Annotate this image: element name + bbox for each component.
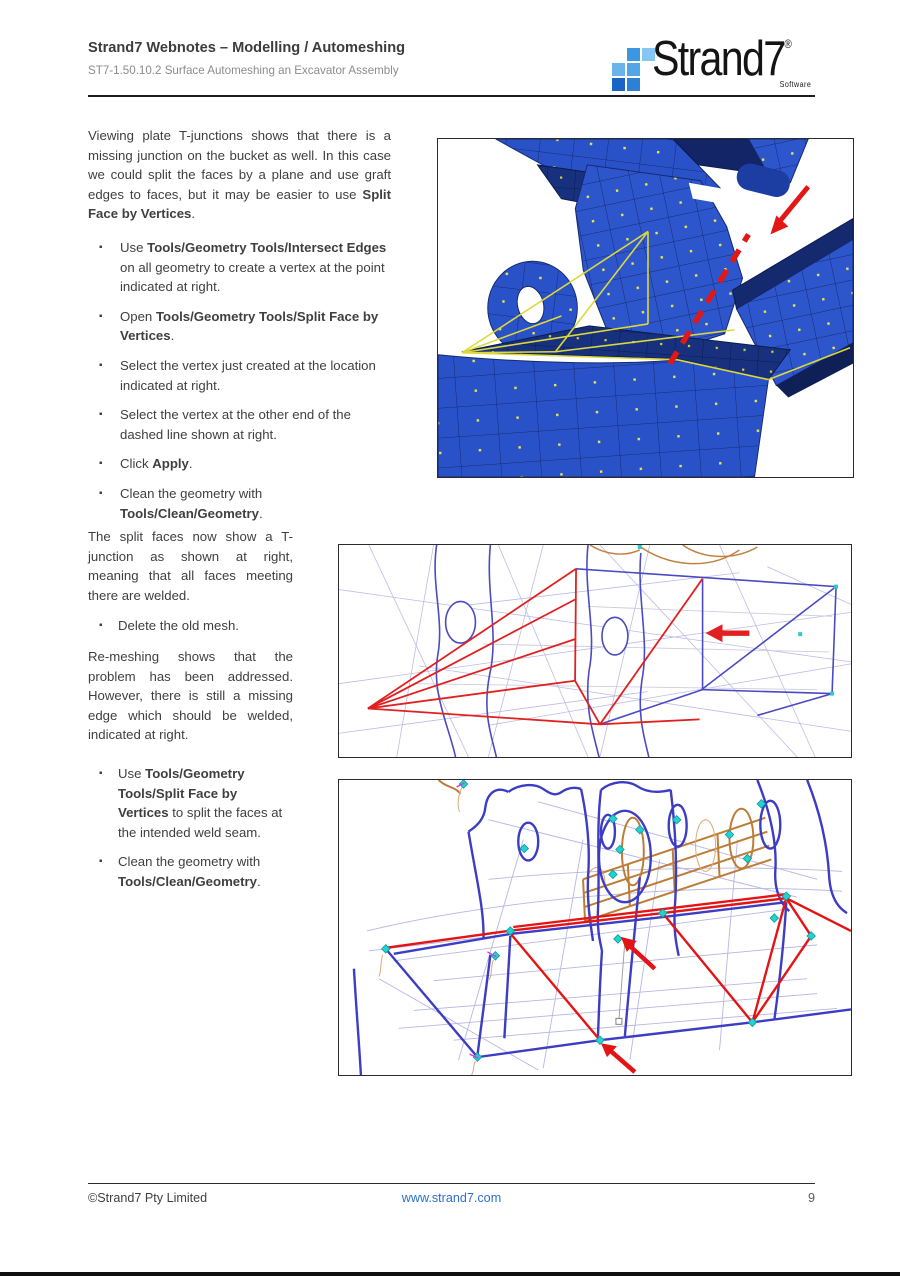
figure-wireframe-tjunction	[338, 544, 852, 758]
section-split-face-instructions	[88, 126, 391, 533]
result-paragraph: The split faces now show a T-junction as shown at right, meaning that all faces meeting there are welded.	[88, 529, 293, 603]
page-bottom-edge	[0, 1272, 900, 1276]
section-tjunction-result	[88, 527, 293, 745]
instruction-bullet: ▪ Delete the old mesh.	[88, 616, 293, 636]
instruction-bullet: ▪ Open Tools/Geometry Tools/Split Face by Vertices.	[88, 307, 391, 346]
page-number: 9	[807, 1191, 815, 1205]
instruction-bullet: ▪ Select the vertex just created at the location indicated at right.	[88, 356, 391, 395]
figure-shaded-automesh	[437, 138, 854, 478]
logo-name: Strand7	[652, 32, 785, 86]
strand7-logo	[612, 32, 822, 96]
instruction-list	[88, 764, 289, 892]
selection-box-marker	[616, 1018, 622, 1024]
intro-paragraph: Viewing plate T-junctions shows that there is a missing junction on the bucket as well. In this case we could split the faces by a plane and use graft edges to faces, but it may be easier to use Split Face by Vertices.	[88, 128, 391, 222]
instruction-list	[88, 616, 293, 636]
instruction-bullet: ▪ Clean the geometry with Tools/Clean/Geometry.	[88, 852, 289, 891]
footer-divider	[88, 1183, 815, 1184]
website-link[interactable]: www.strand7.com	[401, 1191, 502, 1205]
copyright-text: ©Strand7 Pty Limited	[88, 1191, 208, 1205]
instruction-bullet: ▪ Clean the geometry with Tools/Clean/Geometry.	[88, 484, 391, 523]
lug-hole	[446, 601, 476, 643]
instruction-bullet: ▪ Use Tools/Geometry Tools/Intersect Edges on all geometry to create a vertex at the point indicated at right.	[88, 238, 391, 297]
instruction-bullet: ▪ Click Apply.	[88, 454, 391, 474]
instruction-bullet: ▪ Use Tools/Geometry Tools/Split Face by Vertices to split the faces at the intended weld seam.	[88, 764, 289, 842]
page-footer	[88, 1191, 815, 1211]
remeshing-paragraph: Re-meshing shows that the problem has been addressed. However, there is still a missing edge which should be welded, indicated at right.	[88, 648, 293, 743]
strand7-logo-wordmark	[652, 31, 812, 89]
instruction-bullet: ▪ Select the vertex at the other end of the dashed line shown at right.	[88, 405, 391, 444]
page-subtitle: ST7-1.50.10.2 Surface Automeshing an Excavator Assembly	[88, 64, 399, 77]
logo-tagline: Software	[779, 79, 812, 89]
lug-hole	[602, 617, 628, 655]
section-weld-seam-instructions	[88, 764, 289, 902]
figure-wireframe-weld-seam	[338, 779, 852, 1076]
registered-trademark-icon: ®	[784, 37, 792, 51]
instruction-list	[88, 238, 391, 523]
page-title: Strand7 Webnotes – Modelling / Automeshing	[88, 40, 406, 56]
